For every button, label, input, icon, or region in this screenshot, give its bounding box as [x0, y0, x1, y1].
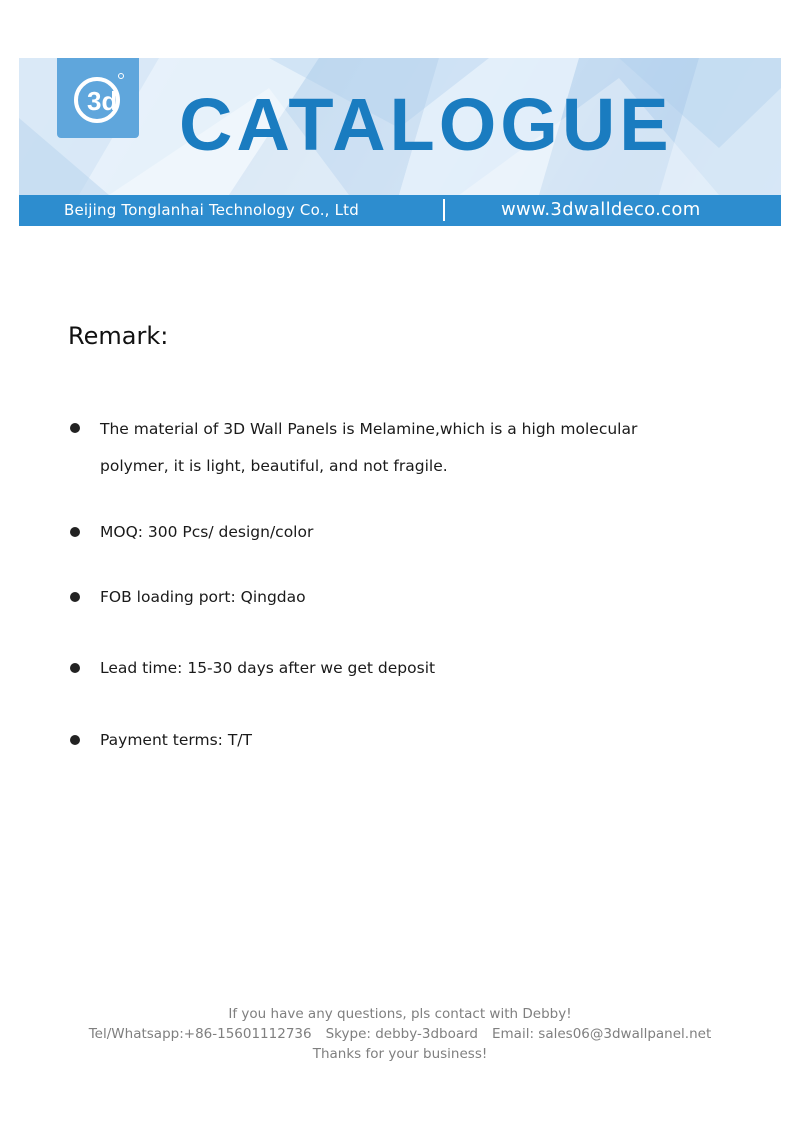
footer-tel: Tel/Whatsapp:+86-15601112736 [88, 1026, 312, 1042]
bullet-icon [70, 592, 80, 602]
banner-info-bar [19, 195, 781, 226]
bullet-icon [70, 663, 80, 673]
bar-divider [443, 199, 445, 221]
remark-heading: Remark: [68, 322, 169, 350]
catalogue-title: CATALOGUE [179, 83, 673, 166]
remark-item-text: Payment terms: T/T [100, 731, 252, 749]
footer-skype: Skype: debby-3dboard [325, 1026, 478, 1042]
bullet-icon [70, 527, 80, 537]
footer-email: Email: sales06@3dwallpanel.net [492, 1026, 712, 1042]
remark-item-text: FOB loading port: Qingdao [100, 588, 306, 606]
footer-contact-line: If you have any questions, pls contact with Debby! [228, 1006, 572, 1022]
company-logo [57, 58, 139, 138]
catalogue-banner [19, 58, 781, 226]
company-name: Beijing Tonglanhai Technology Co., Ltd [64, 201, 359, 219]
remark-item-text: Lead time: 15-30 days after we get deposit [100, 659, 436, 677]
website-link[interactable]: www.3dwalldeco.com [501, 199, 701, 220]
remark-item-text: MOQ: 300 Pcs/ design/color [100, 523, 314, 541]
footer-thanks: Thanks for your business! [312, 1046, 488, 1062]
footer-contact-details [0, 1026, 800, 1042]
remark-item-text: The material of 3D Wall Panels is Melamine,which is a high molecular polymer, it is light, beautiful, and not fragile. [100, 420, 638, 475]
logo-3d-icon [57, 58, 139, 138]
bullet-icon [70, 735, 80, 745]
bullet-icon [70, 423, 80, 433]
logo-text: 3d [87, 86, 118, 116]
